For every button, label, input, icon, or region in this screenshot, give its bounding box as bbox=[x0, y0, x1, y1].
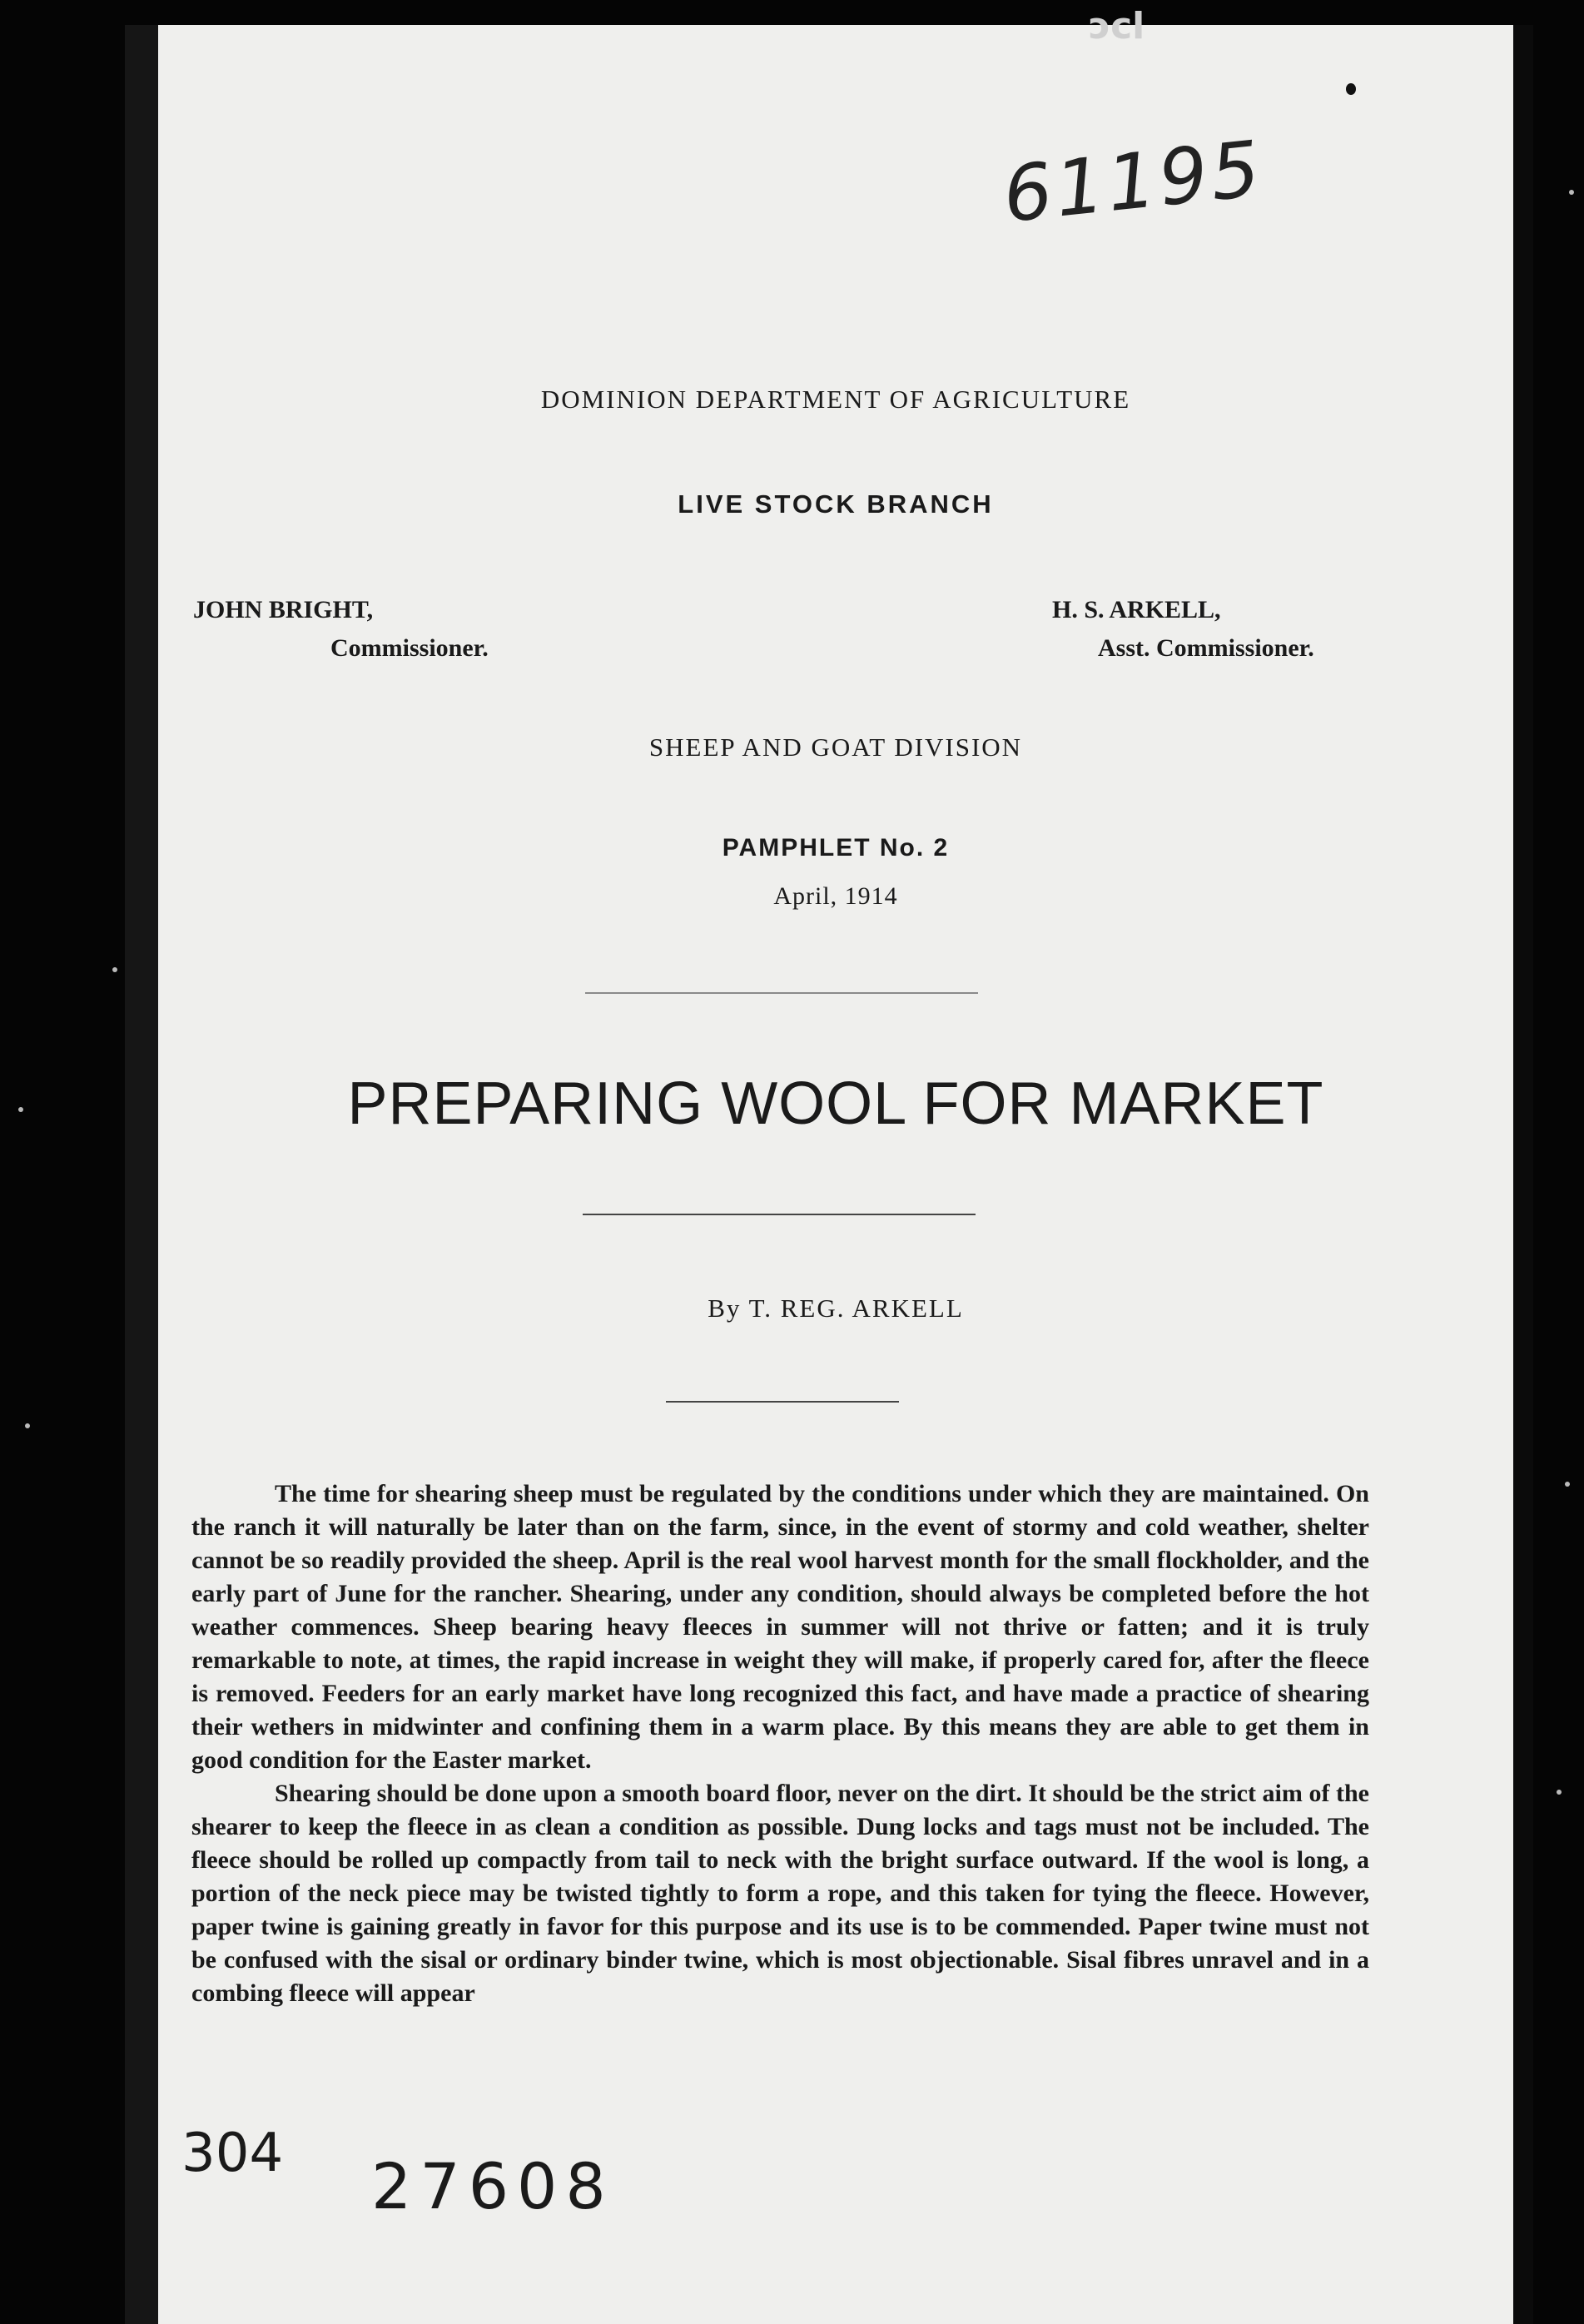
pamphlet-number: PAMPHLET No. 2 bbox=[722, 834, 950, 862]
publication-date: April, 1914 bbox=[773, 882, 898, 910]
bottom-left-mark: 304 bbox=[181, 2123, 284, 2184]
assistant-commissioner-role: Asst. Commissioner. bbox=[1098, 634, 1314, 662]
assistant-commissioner-block bbox=[1052, 591, 1314, 668]
body-paragraph: The time for shearing sheep must be regulated by the conditions under which they are maintained. On the ranch it will naturally be later than on the farm, since, in the event of stormy and cold weather, shelter cannot be so readily provided the sheep. April is the real wool harvest month for the small flockholder, and the early part of June for the rancher. Shearing, under any condition, should always be completed before the hot weather commences. Sheep bearing heavy fleeces in summer will not thrive or fatten; and it is truly remarkable to note, at times, the rapid increase in weight they will make, if properly cared for, after the fleece is removed. Feeders for an early market have long recognized this fact, and have made a practice of shearing their wethers in midwinter and confining them in a warm place. By this means they are able to get them in good condition for the Easter market. bbox=[191, 1480, 1369, 1774]
bottom-handwritten-number: 27608 bbox=[371, 2149, 614, 2223]
division-heading: SHEEP AND GOAT DIVISION bbox=[648, 732, 1023, 762]
microfilm-left-edge bbox=[125, 25, 158, 2324]
commissioner-block bbox=[193, 591, 489, 668]
document-title: PREPARING WOOL FOR MARKET bbox=[347, 1070, 1324, 1137]
divider-rule bbox=[583, 1214, 976, 1215]
department-heading: DOMINION DEPARTMENT OF AGRICULTURE bbox=[540, 385, 1131, 414]
divider-rule bbox=[585, 992, 978, 994]
commissioner-name: JOHN BRIGHT, bbox=[193, 596, 374, 623]
top-mark: ɔcl bbox=[1089, 5, 1145, 47]
commissioner-role: Commissioner. bbox=[330, 634, 489, 662]
branch-heading: LIVE STOCK BRANCH bbox=[678, 489, 994, 519]
author-line: By T. REG. ARKELL bbox=[708, 1294, 964, 1323]
accession-number: 61195 bbox=[999, 123, 1268, 241]
ink-dot bbox=[1346, 83, 1356, 95]
body-paragraph: Shearing should be done upon a smooth board floor, never on the dirt. It should be the strict aim of the shearer to keep the fleece in as clean a condition as possible. Dung locks and tags must not be included. The fleece should be rolled up compactly from tail to neck with the bright surface outward. If the wool is long, a portion of the neck piece may be twisted tightly to form a rope, and this taken for tying the fleece. However, paper twine is gaining greatly in favor for this purpose and its use is to be commended. Paper twine must not be confused with the sisal or ordinary binder twine, which is most objectionable. Sisal fibres unravel and in a combing fleece will appear bbox=[191, 1780, 1369, 2007]
body-text bbox=[191, 1477, 1369, 2010]
divider-rule bbox=[666, 1401, 899, 1403]
microfilm-right-edge bbox=[1513, 25, 1533, 2324]
assistant-commissioner-name: H. S. ARKELL, bbox=[1052, 596, 1221, 623]
